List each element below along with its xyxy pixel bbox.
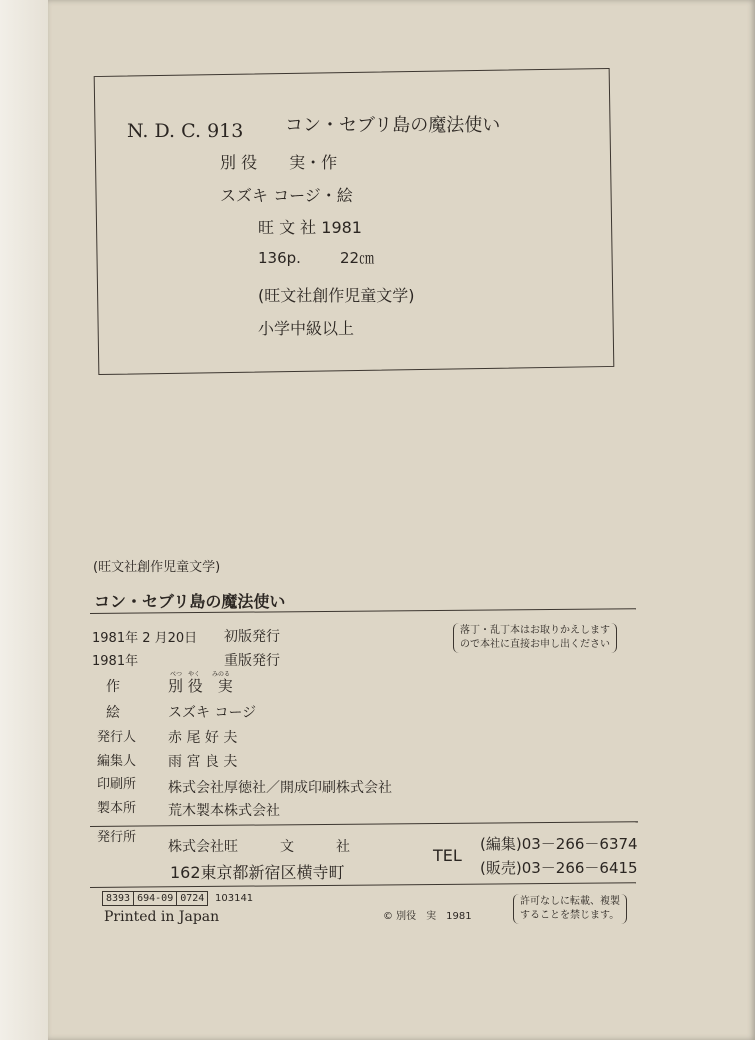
copy-notice-line-2: することを禁じます。 bbox=[520, 910, 620, 921]
credit-name-illustrator: スズキ コージ bbox=[168, 705, 257, 721]
credit-role-editor: 編集人 bbox=[97, 754, 137, 769]
author-ruby: べつ やく みのる bbox=[170, 671, 231, 678]
isbn-part-3: 0724 bbox=[176, 891, 208, 906]
isbn-part-2: 694-09 bbox=[133, 891, 177, 906]
colophon-series: (旺文社創作児童文学) bbox=[93, 560, 221, 575]
replacement-notice bbox=[453, 623, 617, 653]
reprint-date: 1981年 bbox=[92, 654, 139, 669]
first-edition-label: 初版発行 bbox=[224, 629, 280, 645]
ndc-number: N. D. C. 913 bbox=[127, 120, 244, 142]
code-number: 103141 bbox=[215, 893, 254, 904]
reprint-label: 重版発行 bbox=[224, 653, 280, 669]
credit-name-author: 別 役 実 bbox=[168, 677, 233, 695]
publisher-address: 162東京都新宿区横寺町 bbox=[170, 863, 345, 882]
notice-line-1: 落丁・乱丁本はお取りかえします bbox=[460, 625, 610, 636]
card-publisher-year: 旺 文 社 1981 bbox=[258, 218, 362, 237]
first-edition-date: 1981年 2 月20日 bbox=[92, 631, 198, 646]
card-size: 22㎝ bbox=[340, 249, 375, 267]
card-level: 小学中級以上 bbox=[258, 319, 355, 338]
isbn-part-1: 8393 bbox=[102, 891, 134, 906]
credit-name-editor: 雨 宮 良 夫 bbox=[168, 754, 238, 770]
copy-notice-line-1: 許可なしに転載、複製 bbox=[520, 896, 620, 907]
tel-editorial: (編集)03－266－6374 bbox=[480, 835, 638, 853]
credit-name-binder: 荒木製本株式会社 bbox=[168, 803, 280, 819]
credit-role-binder: 製本所 bbox=[97, 801, 137, 816]
credit-role-issuer: 発行人 bbox=[97, 730, 137, 745]
notice-line-2: ので本社に直接お申し出ください bbox=[460, 639, 610, 650]
isbn-code bbox=[102, 891, 207, 906]
card-pages: 136p. bbox=[258, 249, 301, 267]
credit-role-printer: 印刷所 bbox=[97, 777, 137, 792]
page-edge bbox=[0, 0, 48, 1040]
credit-role-author: 作 bbox=[106, 679, 120, 695]
card-author: 別 役 実・作 bbox=[220, 153, 338, 172]
credit-name-issuer: 赤 尾 好 夫 bbox=[168, 730, 238, 746]
card-title: コン・セブリ島の魔法使い bbox=[285, 115, 501, 136]
colophon-title: コン・セブリ島の魔法使い bbox=[94, 592, 286, 611]
copy-notice bbox=[513, 894, 627, 924]
card-series: (旺文社創作児童文学) bbox=[258, 286, 415, 305]
tel-label: TEL bbox=[433, 846, 462, 865]
credit-role-illustrator: 絵 bbox=[106, 705, 120, 721]
copyright: © 別役 実 1981 bbox=[383, 911, 472, 922]
card-illustrator: スズキ コージ・絵 bbox=[220, 186, 353, 205]
printed-in-japan: Printed in Japan bbox=[104, 909, 220, 925]
tel-sales: (販売)03－266－6415 bbox=[480, 859, 638, 877]
publisher-name: 株式会社旺 文 社 bbox=[168, 839, 350, 855]
publisher-label: 発行所 bbox=[97, 830, 137, 845]
credit-name-printer: 株式会社厚徳社／開成印刷株式会社 bbox=[168, 780, 392, 796]
